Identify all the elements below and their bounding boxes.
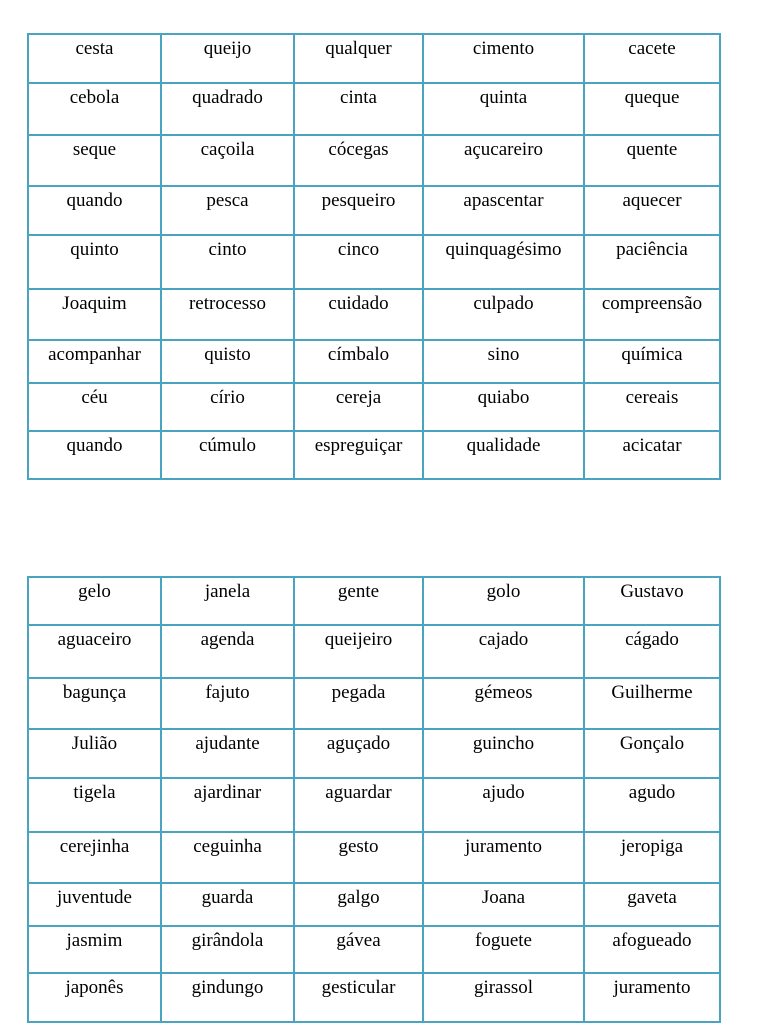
word-cell: açucareiro: [423, 135, 584, 186]
word-cell: retrocesso: [161, 289, 294, 340]
word-cell: cesta: [28, 34, 161, 83]
word-cell: quiabo: [423, 383, 584, 431]
word-cell: janela: [161, 577, 294, 625]
word-cell: aguardar: [294, 778, 423, 832]
table-row: [28, 186, 720, 235]
word-cell: Guilherme: [584, 678, 720, 729]
word-cell: queijo: [161, 34, 294, 83]
word-cell: jeropiga: [584, 832, 720, 883]
word-cell: cerejinha: [28, 832, 161, 883]
word-cell: cajado: [423, 625, 584, 678]
word-cell: gindungo: [161, 973, 294, 1022]
word-cell: gelo: [28, 577, 161, 625]
word-cell: círio: [161, 383, 294, 431]
word-cell: cinto: [161, 235, 294, 289]
word-cell: jasmim: [28, 926, 161, 973]
word-cell: guarda: [161, 883, 294, 926]
table-row: [28, 34, 720, 83]
word-cell: gesto: [294, 832, 423, 883]
word-cell: aguçado: [294, 729, 423, 778]
table-row: [28, 973, 720, 1022]
table-row: [28, 431, 720, 479]
word-cell: cócegas: [294, 135, 423, 186]
word-cell: cinta: [294, 83, 423, 135]
word-cell: química: [584, 340, 720, 383]
word-cell: sino: [423, 340, 584, 383]
word-cell: seque: [28, 135, 161, 186]
word-cell: cágado: [584, 625, 720, 678]
word-cell: foguete: [423, 926, 584, 973]
word-cell: cúmulo: [161, 431, 294, 479]
word-cell: céu: [28, 383, 161, 431]
word-cell: girândola: [161, 926, 294, 973]
word-cell: quisto: [161, 340, 294, 383]
word-cell: quando: [28, 186, 161, 235]
table-row: [28, 926, 720, 973]
table-row: [28, 135, 720, 186]
word-cell: qualquer: [294, 34, 423, 83]
word-cell: culpado: [423, 289, 584, 340]
table-row: [28, 625, 720, 678]
table-row: [28, 235, 720, 289]
word-cell: Gonçalo: [584, 729, 720, 778]
word-cell: ceguinha: [161, 832, 294, 883]
word-cell: acicatar: [584, 431, 720, 479]
word-cell: quando: [28, 431, 161, 479]
word-cell: pegada: [294, 678, 423, 729]
word-cell: quinquagésimo: [423, 235, 584, 289]
word-cell: japonês: [28, 973, 161, 1022]
table-row: [28, 832, 720, 883]
word-cell: Julião: [28, 729, 161, 778]
word-cell: girassol: [423, 973, 584, 1022]
word-cell: apascentar: [423, 186, 584, 235]
word-cell: cuidado: [294, 289, 423, 340]
table-row: [28, 289, 720, 340]
word-cell: gaveta: [584, 883, 720, 926]
word-cell: guincho: [423, 729, 584, 778]
word-cell: juramento: [423, 832, 584, 883]
word-cell: pesca: [161, 186, 294, 235]
word-cell: acompanhar: [28, 340, 161, 383]
word-cell: golo: [423, 577, 584, 625]
word-cell: quadrado: [161, 83, 294, 135]
table-row: [28, 340, 720, 383]
word-cell: ajudante: [161, 729, 294, 778]
word-cell: quinto: [28, 235, 161, 289]
word-cell: aguaceiro: [28, 625, 161, 678]
word-cell: agenda: [161, 625, 294, 678]
table-row: [28, 577, 720, 625]
word-cell: qualidade: [423, 431, 584, 479]
table-row: [28, 383, 720, 431]
table-row: [28, 678, 720, 729]
word-table-c-q: [27, 33, 721, 480]
word-cell: quente: [584, 135, 720, 186]
word-cell: Joaquim: [28, 289, 161, 340]
word-cell: aquecer: [584, 186, 720, 235]
word-cell: paciência: [584, 235, 720, 289]
word-cell: queque: [584, 83, 720, 135]
word-cell: afogueado: [584, 926, 720, 973]
word-cell: gesticular: [294, 973, 423, 1022]
word-cell: Joana: [423, 883, 584, 926]
word-cell: cereja: [294, 383, 423, 431]
word-cell: bagunça: [28, 678, 161, 729]
word-cell: gávea: [294, 926, 423, 973]
word-table-g-j: [27, 576, 721, 1023]
table-row: [28, 883, 720, 926]
word-cell: galgo: [294, 883, 423, 926]
word-cell: címbalo: [294, 340, 423, 383]
word-cell: ajudo: [423, 778, 584, 832]
table-row: [28, 83, 720, 135]
word-cell: gémeos: [423, 678, 584, 729]
word-cell: pesqueiro: [294, 186, 423, 235]
table-row: [28, 729, 720, 778]
table-row: [28, 778, 720, 832]
word-cell: caçoila: [161, 135, 294, 186]
word-cell: Gustavo: [584, 577, 720, 625]
word-cell: compreensão: [584, 289, 720, 340]
word-cell: cereais: [584, 383, 720, 431]
word-cell: cacete: [584, 34, 720, 83]
word-cell: cebola: [28, 83, 161, 135]
word-cell: fajuto: [161, 678, 294, 729]
word-cell: cimento: [423, 34, 584, 83]
word-cell: quinta: [423, 83, 584, 135]
word-cell: queijeiro: [294, 625, 423, 678]
word-cell: agudo: [584, 778, 720, 832]
word-cell: ajardinar: [161, 778, 294, 832]
word-cell: juventude: [28, 883, 161, 926]
word-cell: tigela: [28, 778, 161, 832]
word-cell: juramento: [584, 973, 720, 1022]
word-cell: cinco: [294, 235, 423, 289]
word-cell: espreguiçar: [294, 431, 423, 479]
word-cell: gente: [294, 577, 423, 625]
